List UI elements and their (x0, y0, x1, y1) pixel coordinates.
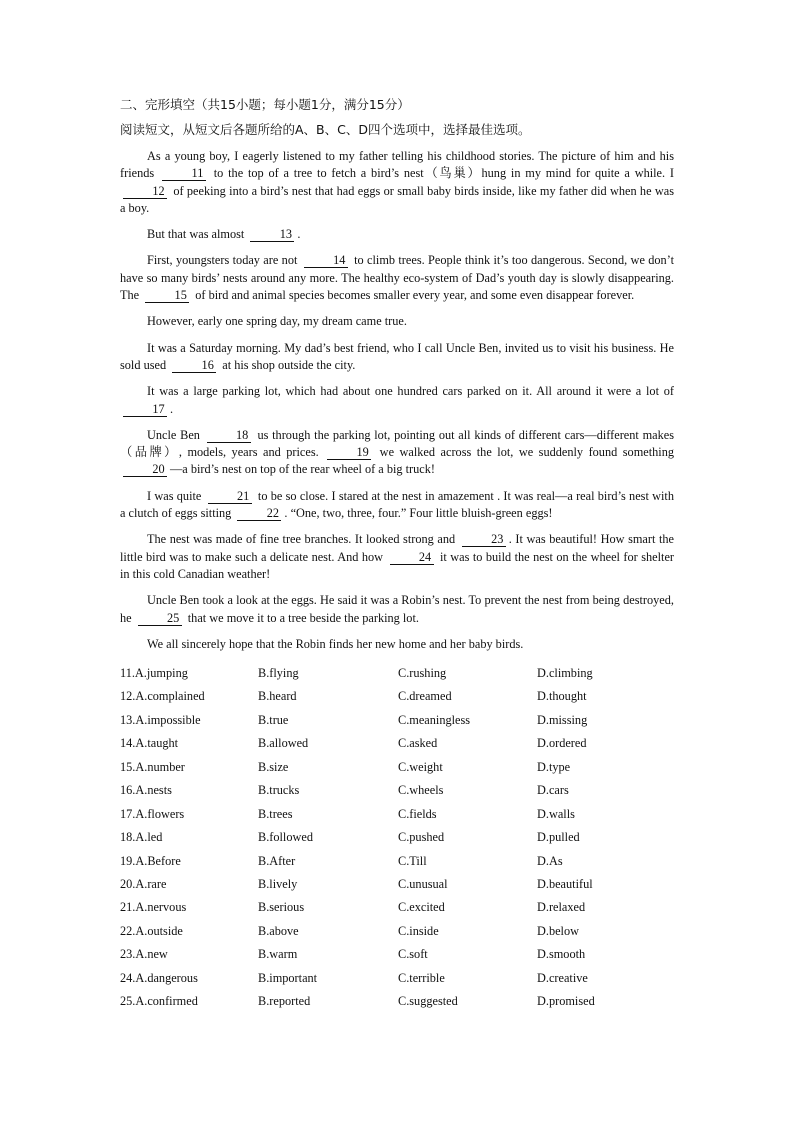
option-row (120, 877, 680, 900)
passage-text: . (170, 401, 174, 416)
passage-text: As a young boy, I eagerly listened to my father telling his childhood stories. The picture of him and his friends (120, 149, 674, 181)
option-d: D.As (537, 853, 563, 868)
blank-18: 18 (207, 429, 251, 443)
blank-23: 23 (462, 533, 506, 547)
passage-text: at his shop outside the city. (219, 357, 356, 372)
option-row (120, 924, 680, 947)
option-d: D.ordered (537, 736, 587, 751)
option-b: B.important (258, 970, 318, 985)
passage-text: First, youngsters today are not (147, 253, 301, 268)
option-c: C.inside (398, 923, 439, 938)
option-c: C.excited (398, 900, 445, 915)
option-a: 13.A.impossible (120, 712, 201, 727)
option-a: 14.A.taught (120, 736, 179, 751)
blank-11: 11 (162, 167, 206, 181)
option-b: B.lively (258, 876, 298, 891)
blank-24: 24 (390, 551, 434, 565)
option-row (120, 760, 680, 783)
section-instruction: 阅读短文，从短文后各题所给的A、B、C、D四个选项中，选择最佳选项。 (120, 122, 531, 137)
passage-paragraph (120, 592, 674, 627)
blank-17: 17 (123, 403, 167, 417)
option-d: D.below (537, 923, 580, 938)
passage-paragraph (120, 340, 674, 375)
option-d: D.thought (537, 689, 587, 704)
passage-text: to be so close. I stared at the nest in amazement . It was real—a real bird’s nest with a clutch of eggs sitting (120, 488, 674, 521)
option-row (120, 736, 680, 759)
passage-paragraph (120, 226, 674, 243)
passage-paragraph (120, 531, 674, 583)
option-b: B.trees (258, 806, 293, 821)
option-b: B.above (258, 923, 299, 938)
option-c: C.wheels (398, 783, 444, 798)
passage-text: However, early one spring day, my dream came true. (147, 314, 407, 329)
option-row (120, 971, 680, 994)
option-b: B.followed (258, 830, 313, 845)
option-b: B.heard (258, 689, 297, 704)
option-c: C.meaningless (398, 712, 471, 727)
option-b: B.After (258, 853, 296, 868)
cloze-passage (120, 148, 674, 662)
option-c: C.terrible (398, 970, 445, 985)
blank-14: 14 (304, 254, 348, 268)
passage-paragraph (120, 427, 674, 479)
passage-paragraph (120, 636, 674, 653)
passage-paragraph (120, 252, 674, 304)
blank-13: 13 (250, 228, 294, 242)
passage-text: It was a large parking lot, which had about one hundred cars parked on it. All around it were a lot of (147, 384, 674, 399)
option-row (120, 783, 680, 806)
option-b: B.flying (258, 666, 299, 680)
option-a: 12.A.complained (120, 689, 205, 704)
option-a: 18.A.led (120, 830, 163, 845)
option-a: 11.A.jumping (120, 666, 188, 680)
option-d: D.creative (537, 970, 588, 985)
option-d: D.promised (537, 994, 595, 1009)
option-c: C.rushing (398, 666, 447, 680)
passage-paragraph (120, 488, 674, 523)
option-row (120, 713, 680, 736)
blank-12: 12 (123, 185, 167, 199)
option-a: 22.A.outside (120, 923, 183, 938)
passage-text: we walked across the lot, we suddenly found something (374, 445, 674, 460)
option-row (120, 830, 680, 853)
section-heading: 二、完形填空（共15小题；每小题1分，满分15分） (120, 97, 410, 112)
passage-text: to the top of a tree to fetch a bird’s nest（鸟巢）hung in my mind for quite a while. I (208, 166, 674, 181)
blank-25: 25 (138, 612, 182, 626)
option-a: 25.A.confirmed (120, 994, 198, 1009)
option-a: 23.A.new (120, 947, 168, 962)
passage-text: But that was almost (147, 227, 248, 242)
blank-20: 20 (123, 463, 167, 477)
passage-text: that we move it to a tree beside the parking lot. (184, 610, 419, 625)
option-c: C.pushed (398, 830, 445, 845)
option-d: D.type (537, 759, 571, 774)
option-row (120, 994, 680, 1017)
option-a: 20.A.rare (120, 876, 167, 891)
option-row (120, 666, 680, 689)
passage-text: it was to build the nest on the wheel for shelter in this cold Canadian weather! (120, 549, 674, 581)
option-c: C.Till (398, 853, 427, 868)
passage-paragraph (120, 148, 674, 217)
passage-text: of peeking into a bird’s nest that had eggs or small baby birds inside, like my father did when he was a boy. (120, 183, 674, 215)
option-a: 19.A.Before (120, 853, 181, 868)
option-d: D.walls (537, 806, 575, 821)
blank-19: 19 (327, 446, 371, 460)
option-c: C.weight (398, 759, 443, 774)
passage-text: . It was beautiful! How smart the little bird was to make such a delicate nest. And how (120, 532, 674, 564)
option-d: D.missing (537, 712, 588, 727)
option-b: B.size (258, 759, 289, 774)
option-a: 21.A.nervous (120, 900, 187, 915)
passage-paragraph (120, 313, 674, 330)
passage-text: . (297, 227, 301, 242)
blank-22: 22 (237, 507, 281, 521)
passage-text: Uncle Ben took a look at the eggs. He said it was a Robin’s nest. To prevent the nest from being destroyed, he (120, 593, 674, 625)
option-b: B.serious (258, 900, 305, 915)
passage-text: The nest was made of fine tree branches. It looked strong and (147, 532, 459, 547)
option-a: 17.A.flowers (120, 806, 185, 821)
option-d: D.cars (537, 783, 569, 798)
option-row (120, 900, 680, 923)
passage-text: us through the parking lot, pointing out all kinds of different cars—different makes（品牌）, models, years and prices. (120, 427, 674, 460)
answer-options (120, 666, 680, 1018)
passage-paragraph (120, 383, 674, 418)
option-d: D.relaxed (537, 900, 586, 915)
option-c: C.soft (398, 947, 428, 962)
passage-text: We all sincerely hope that the Robin finds her new home and her baby birds. (147, 636, 524, 651)
passage-text: —a bird’s nest on top of the rear wheel of a big truck! (170, 462, 435, 477)
option-c: C.asked (398, 736, 438, 751)
option-d: D.beautiful (537, 876, 593, 891)
option-row (120, 947, 680, 970)
option-b: B.true (258, 712, 289, 727)
option-c: C.dreamed (398, 689, 452, 704)
option-a: 16.A.nests (120, 783, 172, 798)
option-b: B.reported (258, 994, 311, 1009)
option-d: D.pulled (537, 830, 580, 845)
option-c: C.suggested (398, 994, 458, 1009)
blank-16: 16 (172, 359, 216, 373)
option-d: D.smooth (537, 947, 586, 962)
option-b: B.trucks (258, 783, 300, 798)
passage-text: It was a Saturday morning. My dad’s best friend, who I call Uncle Ben, invited us to visit his business. He sold used (120, 340, 674, 372)
option-d: D.climbing (537, 666, 593, 680)
option-row (120, 807, 680, 830)
passage-text: Uncle Ben (147, 427, 204, 442)
passage-text: . “One, two, three, four.” Four little bluish-green eggs! (284, 506, 553, 521)
passage-text: to climb trees. People think it’s too dangerous. Second, we don’t have so many birds’ nests around any more. The healthy eco-system of Dad’s youth day is slowly disappearing. The (120, 253, 674, 303)
passage-text: of bird and animal species becomes smaller every year, and some even disappear forever. (192, 288, 635, 303)
option-a: 24.A.dangerous (120, 970, 198, 985)
option-row (120, 854, 680, 877)
option-b: B.warm (258, 947, 298, 962)
option-row (120, 689, 680, 712)
option-c: C.unusual (398, 876, 448, 891)
option-a: 15.A.number (120, 759, 185, 774)
option-c: C.fields (398, 806, 437, 821)
option-b: B.allowed (258, 736, 309, 751)
passage-text: I was quite (147, 488, 205, 503)
blank-21: 21 (208, 490, 252, 504)
blank-15: 15 (145, 289, 189, 303)
